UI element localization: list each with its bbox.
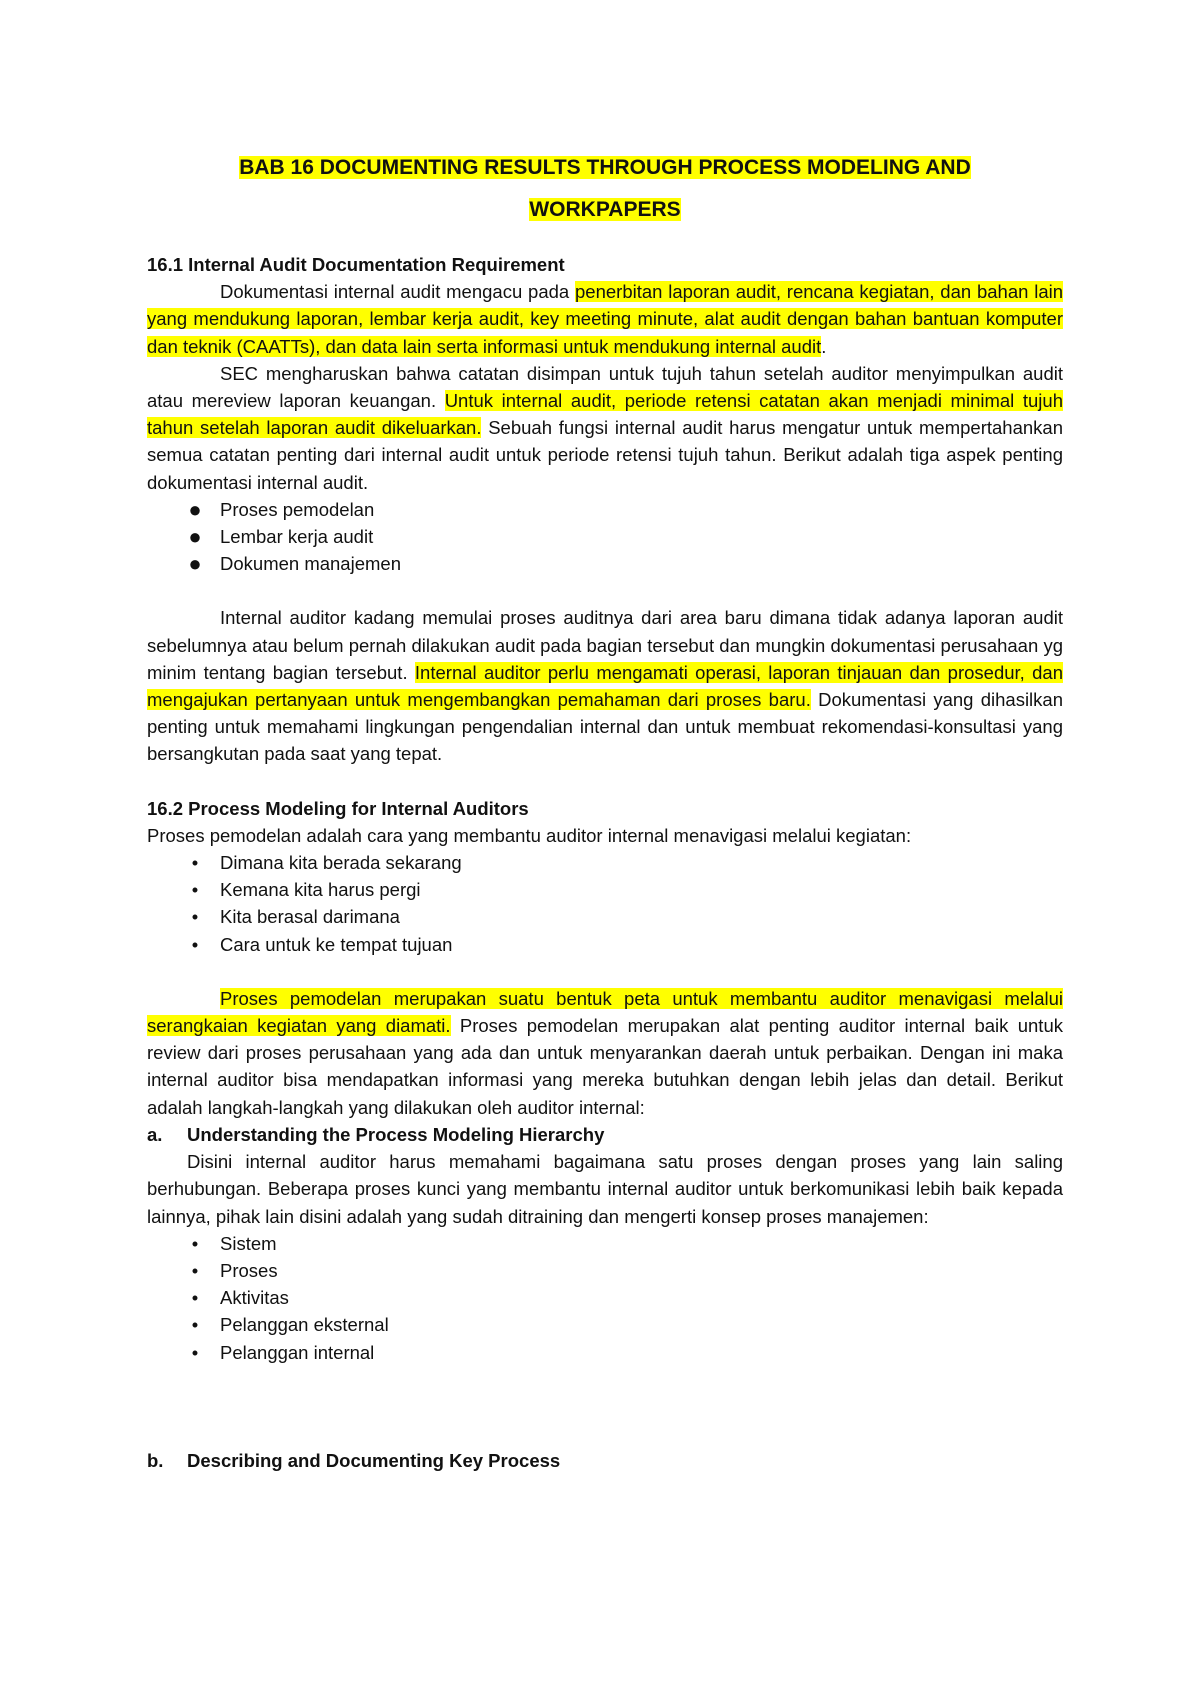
subsection-title: Describing and Documenting Key Process bbox=[187, 1449, 561, 1471]
bullet-icon: • bbox=[191, 1341, 199, 1363]
bullet-icon: • bbox=[191, 1287, 199, 1309]
highlighted-text: penerbitan laporan audit, rencana kegiatan, dan bahan lain yang mendukung laporan, lembar kerja audit, key meeting minute, alat audit dengan bahan bantuan komputer dan teknik (CAATTs), dan data lain serta informasi untuk mendukung internal audit bbox=[147, 281, 1064, 357]
list-item bbox=[147, 1339, 1063, 1366]
text-run: Dokumentasi yang dihasilkan penting untuk memahami lingkungan pengendalian internal dan untuk membuat rekomendasi-konsultasi yang bersangkutan pada saat yang tepat. bbox=[147, 689, 1063, 765]
list-item-text: Kita berasal darimana bbox=[220, 906, 400, 928]
bullet-icon: ● bbox=[188, 524, 202, 550]
highlighted-text: Untuk internal audit, periode retensi catatan akan menjadi minimal tujuh tahun setelah laporan audit dikeluarkan. bbox=[147, 390, 1063, 439]
bullet-icon: • bbox=[191, 1232, 199, 1254]
list-item-text: Proses pemodelan bbox=[220, 498, 375, 520]
list-item bbox=[147, 931, 1063, 958]
list-item bbox=[147, 496, 1063, 523]
highlighted-text: Internal auditor perlu mengamati operasi, laporan tinjauan dan prosedur, dan mengajukan pertanyaan untuk mengembangkan pemahaman dari proses baru. bbox=[147, 661, 1064, 711]
text-run: SEC mengharuskan bahwa catatan disimpan untuk tujuh tahun setelah auditor menyimpulkan audit atau mereview laporan keuangan. bbox=[147, 362, 1063, 412]
bullet-icon: • bbox=[191, 1259, 199, 1281]
list-item bbox=[147, 876, 1063, 903]
text-run: Internal auditor kadang memulai proses auditnya dari area baru dimana tidak adanya laporan audit sebelumnya atau belum pernah dilakukan audit pada bagian tersebut dan mungkin dokumentasi perusahaan yg minim tentang bagian tersebut. bbox=[147, 607, 1063, 683]
paragraph-intro: Proses pemodelan adalah cara yang membantu auditor internal menavigasi melalui kegiatan: bbox=[147, 824, 912, 846]
list-item-text: Aktivitas bbox=[220, 1287, 289, 1309]
document-content bbox=[147, 147, 1063, 1474]
text-run: . bbox=[821, 335, 827, 357]
bullet-icon: • bbox=[191, 933, 199, 955]
paragraph-sec-retention bbox=[147, 360, 1063, 496]
bullet-icon: ● bbox=[188, 551, 202, 577]
bullet-icon: • bbox=[191, 879, 199, 901]
list-item-text: Cara untuk ke tempat tujuan bbox=[220, 933, 453, 955]
subsection-b-heading bbox=[147, 1447, 1063, 1474]
paragraph-new-area bbox=[147, 604, 1063, 767]
bullet-list-aspects bbox=[147, 496, 1063, 578]
bullet-icon: • bbox=[191, 852, 199, 874]
paragraph-hierarchy: Disini internal auditor harus memahami bagaimana satu proses dengan proses yang lain saling berhubungan. Beberapa proses kunci yang membantu internal auditor untuk berkomunikasi lebih baik kepada lainnya, pihak lain disini adalah yang sudah ditraining dan mengerti konsep proses manajemen: bbox=[147, 1151, 1063, 1227]
text-run: Proses pemodelan merupakan alat penting auditor internal baik untuk review dari proses perusahaan yang ada dan untuk menyarankan daerah untuk perbaikan. Dengan ini maka internal auditor bisa mendapatkan informasi yang mereka butuhkan dengan lebih jelas dan detail. Berikut adalah langkah-langkah yang dilakukan oleh auditor internal: bbox=[147, 1015, 1063, 1118]
paragraph-process-map bbox=[147, 985, 1063, 1121]
list-item-text: Sistem bbox=[220, 1232, 277, 1254]
section-heading-16-1: 16.1 Internal Audit Documentation Requirement bbox=[147, 254, 565, 275]
list-item-text: Pelanggan eksternal bbox=[220, 1314, 389, 1336]
bullet-list-hierarchy bbox=[147, 1230, 1063, 1366]
list-item bbox=[147, 550, 1063, 577]
list-item bbox=[147, 1257, 1063, 1284]
bullet-icon: • bbox=[191, 906, 199, 928]
list-item bbox=[147, 903, 1063, 930]
subsection-letter: b. bbox=[147, 1449, 164, 1471]
list-item bbox=[147, 849, 1063, 876]
paragraph-documentation bbox=[147, 278, 1063, 360]
text-run: Dokumentasi internal audit mengacu pada bbox=[220, 281, 575, 303]
bullet-icon: • bbox=[191, 1314, 199, 1336]
list-item-text: Proses bbox=[220, 1259, 278, 1281]
document-title bbox=[147, 147, 1063, 231]
subsection-letter: a. bbox=[147, 1123, 163, 1145]
subsection-a-heading bbox=[147, 1121, 1063, 1148]
section-heading-16-2: 16.2 Process Modeling for Internal Auditors bbox=[147, 797, 529, 819]
bullet-list-navigation bbox=[147, 849, 1063, 958]
text-run: Sebuah fungsi internal audit harus mengatur untuk mempertahankan semua catatan penting dari internal audit untuk periode retensi tujuh tahun. Berikut adalah tiga aspek penting dokumentasi internal audit. bbox=[147, 417, 1063, 493]
list-item bbox=[147, 523, 1063, 550]
list-item-text: Lembar kerja audit bbox=[220, 526, 374, 548]
list-item-text: Kemana kita harus pergi bbox=[220, 879, 421, 901]
bullet-icon: ● bbox=[188, 496, 202, 522]
list-item-text: Dimana kita berada sekarang bbox=[220, 852, 462, 874]
list-item bbox=[147, 1284, 1063, 1311]
list-item bbox=[147, 1230, 1063, 1257]
list-item-text: Pelanggan internal bbox=[220, 1341, 375, 1363]
title-line-1: BAB 16 DOCUMENTING RESULTS THROUGH PROCESS MODELING AND bbox=[239, 156, 971, 179]
subsection-title: Understanding the Process Modeling Hierarchy bbox=[187, 1123, 605, 1145]
highlighted-text: Proses pemodelan merupakan suatu bentuk peta untuk membantu auditor menavigasi melalui serangkaian kegiatan yang diamati. bbox=[147, 987, 1063, 1037]
list-item-text: Dokumen manajemen bbox=[220, 553, 401, 575]
title-line-2: WORKPAPERS bbox=[529, 198, 681, 221]
list-item bbox=[147, 1311, 1063, 1338]
